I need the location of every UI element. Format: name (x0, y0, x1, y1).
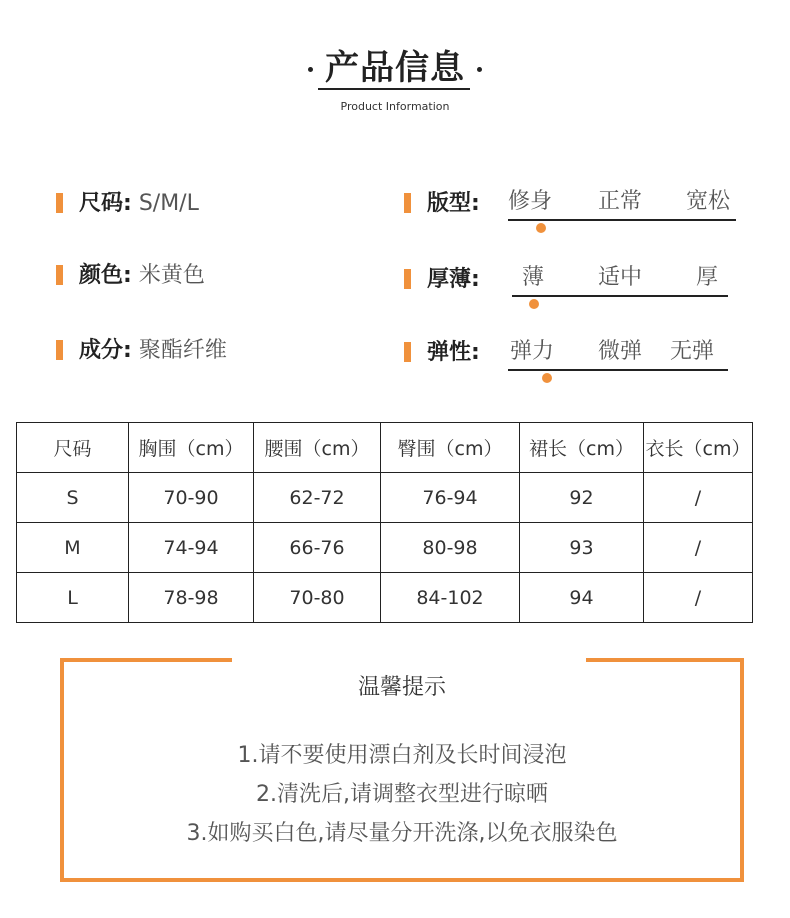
fit-scale-line (508, 219, 736, 221)
attr-color-value: 米黄色 (138, 263, 205, 288)
elasticity-option-slight: 微弹 (598, 339, 643, 364)
accent-bar-icon (56, 340, 63, 360)
table-cell: 80-98 (381, 523, 520, 573)
page-title (0, 40, 790, 89)
fit-scale (508, 184, 736, 244)
fit-option-slim: 修身 (508, 189, 553, 214)
elasticity-scale-line (508, 369, 728, 371)
tips-line-3: 3.如购买白色,请尽量分开洗涤,以免衣服染色 (186, 821, 618, 846)
table-cell: 66-76 (254, 523, 381, 573)
tips-border-bottom (60, 878, 744, 882)
attr-material-label: 成分: (79, 338, 132, 363)
attr-thickness-label: 厚薄: (427, 267, 480, 292)
attr-color (56, 258, 205, 289)
thickness-scale (512, 260, 728, 320)
table-cell: / (644, 473, 753, 523)
accent-bar-icon (404, 193, 411, 213)
table-cell: 94 (520, 573, 644, 623)
header-bust: 胸围（cm） (129, 423, 254, 473)
attr-color-label: 颜色: (79, 263, 132, 288)
table-row (17, 523, 753, 573)
table-row (17, 473, 753, 523)
table-cell: 62-72 (254, 473, 381, 523)
bullet-dot-icon (308, 67, 313, 72)
size-table (16, 422, 753, 623)
elasticity-scale (508, 334, 728, 394)
table-cell: M (17, 523, 129, 573)
page-subtitle: Product Information (340, 100, 450, 113)
thickness-scale-line (512, 295, 728, 297)
table-row (17, 573, 753, 623)
table-cell: 74-94 (129, 523, 254, 573)
attr-fit (404, 186, 480, 217)
table-cell: / (644, 573, 753, 623)
table-cell: 70-80 (254, 573, 381, 623)
header-size: 尺码 (17, 423, 129, 473)
title-underline (318, 88, 470, 90)
attr-size (56, 186, 199, 217)
tips-border-top-left (60, 658, 232, 662)
table-header-row (17, 423, 753, 473)
fit-option-regular: 正常 (598, 189, 643, 214)
header-hip: 臀围（cm） (381, 423, 520, 473)
page-title-block (0, 40, 790, 89)
header-waist: 腰围（cm） (254, 423, 381, 473)
tips-border-top-right (586, 658, 744, 662)
table-cell: 70-90 (129, 473, 254, 523)
tips-title: 温馨提示 (357, 675, 446, 700)
accent-bar-icon (56, 193, 63, 213)
attr-size-label: 尺码: (79, 191, 132, 216)
attr-material-value: 聚酯纤维 (138, 338, 227, 363)
elasticity-option-none: 无弹 (670, 339, 715, 364)
accent-bar-icon (56, 265, 63, 285)
tips-line-1: 1.请不要使用漂白剂及长时间浸泡 (237, 743, 567, 768)
table-cell: 92 (520, 473, 644, 523)
table-cell: 76-94 (381, 473, 520, 523)
table-cell: L (17, 573, 129, 623)
bullet-dot-icon (477, 67, 482, 72)
table-cell: / (644, 523, 753, 573)
table-cell: S (17, 473, 129, 523)
header-top-length: 衣长（cm） (644, 423, 753, 473)
thickness-selected-marker-icon (529, 299, 539, 309)
fit-option-loose: 宽松 (686, 189, 731, 214)
table-cell: 93 (520, 523, 644, 573)
tips-line-2: 2.清洗后,请调整衣型进行晾晒 (256, 782, 548, 807)
elasticity-option-stretch: 弹力 (510, 339, 555, 364)
accent-bar-icon (404, 342, 411, 362)
attr-elasticity (404, 335, 480, 366)
elasticity-selected-marker-icon (542, 373, 552, 383)
header-skirt-length: 裙长（cm） (520, 423, 644, 473)
attr-elasticity-label: 弹性: (427, 340, 480, 365)
fit-selected-marker-icon (536, 223, 546, 233)
attr-material (56, 333, 227, 364)
table-cell: 84-102 (381, 573, 520, 623)
accent-bar-icon (404, 269, 411, 289)
thickness-option-thick: 厚 (696, 265, 719, 290)
attr-fit-label: 版型: (427, 191, 480, 216)
page-title-text: 产品信息 (325, 48, 465, 88)
thickness-option-medium: 适中 (598, 265, 643, 290)
attr-size-value: S/M/L (138, 191, 199, 216)
table-cell: 78-98 (129, 573, 254, 623)
attr-thickness (404, 262, 480, 293)
tips-box (60, 658, 744, 882)
thickness-option-thin: 薄 (522, 265, 545, 290)
